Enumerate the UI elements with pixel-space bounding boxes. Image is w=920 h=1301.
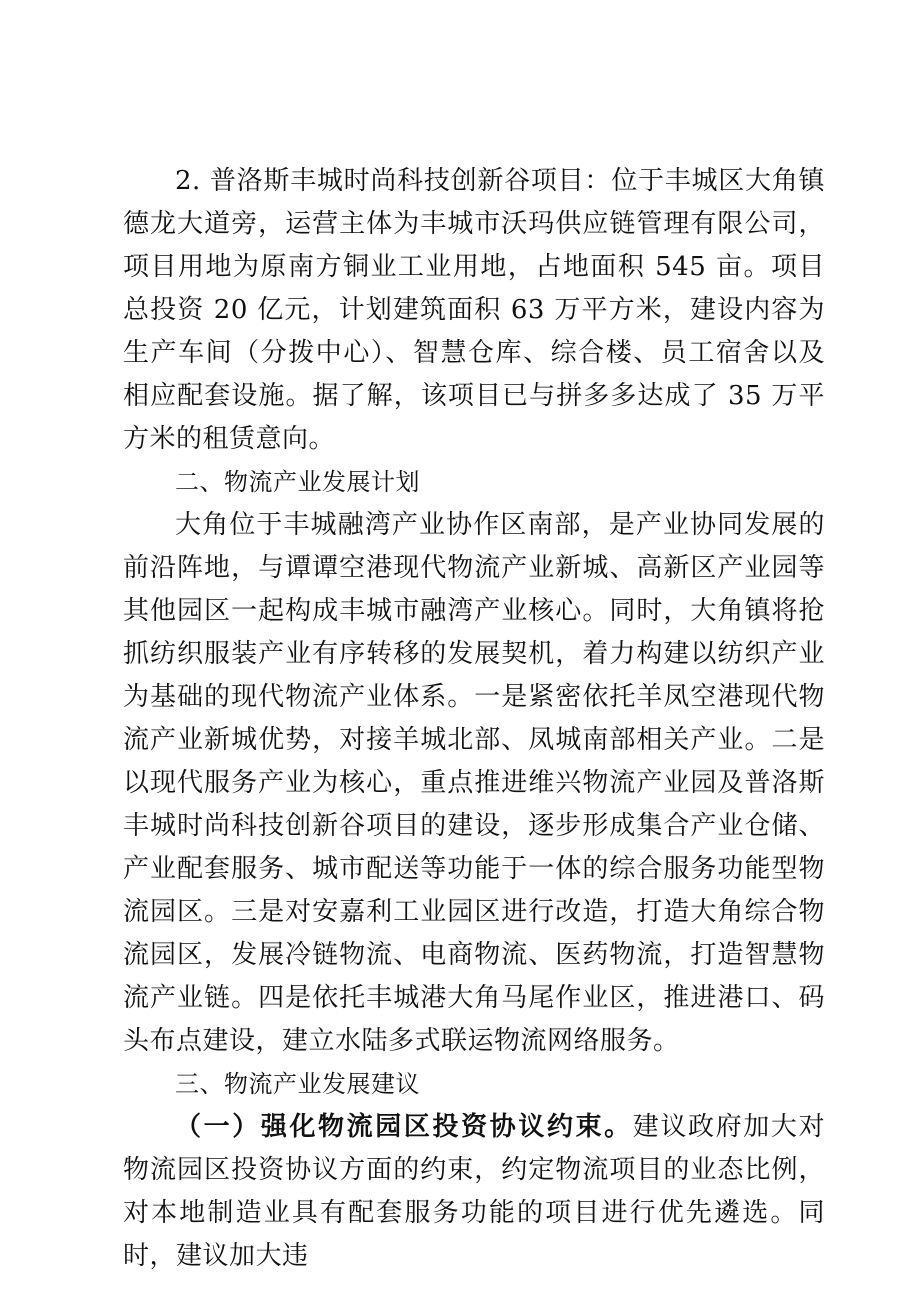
document-body bbox=[123, 160, 825, 1278]
paragraph-project-puluosi: 2. 普洛斯丰城时尚科技创新谷项目：位于丰城区大角镇德龙大道旁，运营主体为丰城市沃玛供应链管理有限公司，项目用地为原南方铜业工业用地，占地面积 545 亩。项目总投资 20 亿元，计划建筑面积 63 万平方米，建设内容为生产车间（分拨中心）、智慧仓库、综合楼、员工宿舍以及相应配套设施。据了解，该项目已与拼多多达成了 35 万平方米的租赁意向。 bbox=[123, 166, 825, 454]
section-heading-plan: 二、物流产业发展计划 bbox=[175, 468, 420, 496]
suggestion-1-body: 建议政府加大对物流园区投资协议方面的约束，约定物流项目的业态比例，对本地制造业具有配套服务功能的项目进行优先遴选。同时，建议加大违 bbox=[123, 1112, 825, 1271]
suggestion-1-title: （一）强化物流园区投资协议约束。 bbox=[175, 1112, 633, 1142]
paragraph-suggestion-1 bbox=[123, 1106, 825, 1278]
section-heading-suggestions: 三、物流产业发展建议 bbox=[175, 1070, 420, 1098]
paragraph-development-plan: 大角位于丰城融湾产业协作区南部，是产业协同发展的前沿阵地，与谭谭空港现代物流产业新城、高新区产业园等其他园区一起构成丰城市融湾产业核心。同时，大角镇将抢抓纺织服装产业有序转移的发展契机，着力构建以纺织产业为基础的现代物流产业体系。一是紧密依托羊凤空港现代物流产业新城优势，对接羊城北部、凤城南部相关产业。二是以现代服务产业为核心，重点推进维兴物流产业园及普洛斯丰城时尚科技创新谷项目的建设，逐步形成集合产业仓储、产业配套服务、城市配送等功能于一体的综合服务功能型物流园区。三是对安嘉利工业园区进行改造，打造大角综合物流园区，发展冷链物流、电商物流、医药物流，打造智慧物流产业链。四是依托丰城港大角马尾作业区，推进港口、码头布点建设，建立水陆多式联运物流网络服务。 bbox=[123, 510, 825, 1056]
